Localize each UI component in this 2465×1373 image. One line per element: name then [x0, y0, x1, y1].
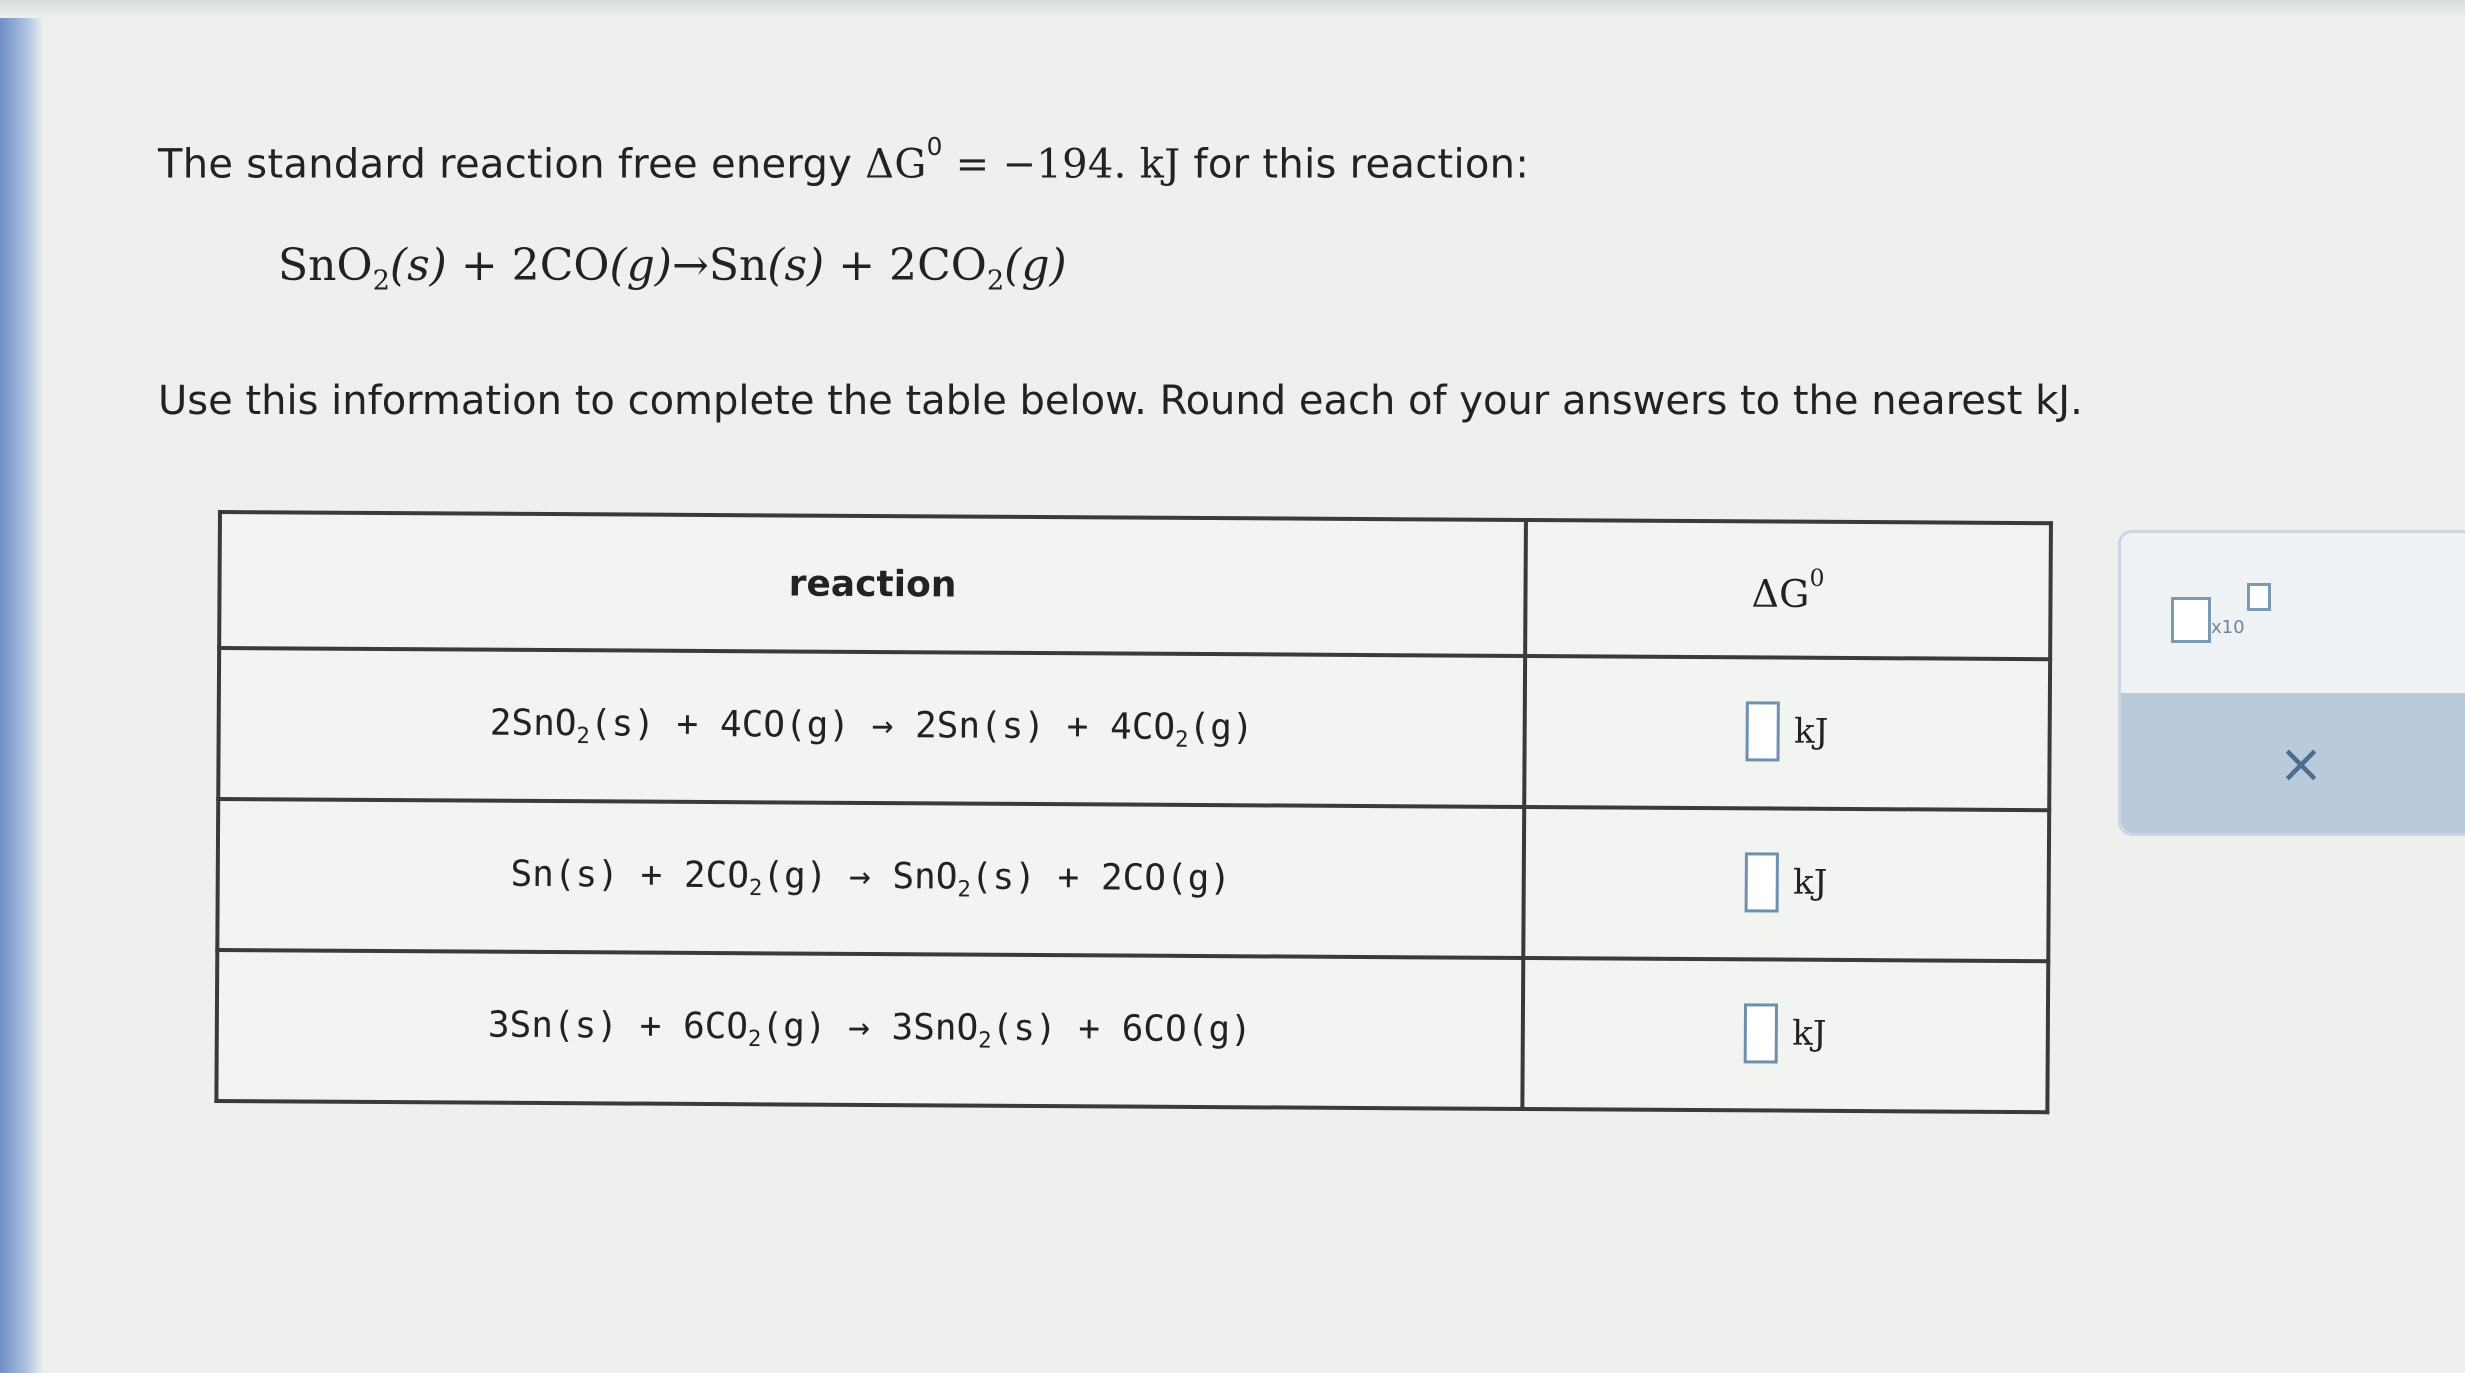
problem-statement: The standard reaction free energy $\Delta G^0 = -194$. kJ for this reaction: [158, 132, 1530, 188]
math-tool-panel [2118, 530, 2465, 836]
reaction-equation: $SnO_2(s) + 2CO(g)\to Sn(s) + 2CO_2(g)$ [278, 240, 1067, 297]
clear-button[interactable] [2121, 693, 2465, 833]
mantissa-box-icon [2171, 597, 2211, 643]
x10-label: x10 [2211, 617, 2245, 638]
unit-label: kJ [1793, 711, 1829, 752]
window-edge [0, 0, 42, 1373]
scientific-notation-button[interactable] [2171, 583, 2271, 643]
answer-input-1[interactable] [1746, 701, 1780, 761]
answer-input-3[interactable] [1744, 1003, 1778, 1063]
close-icon: × [2278, 731, 2324, 795]
table-row [217, 799, 2049, 961]
delta-g-symbol: ΔG [865, 141, 927, 188]
reaction-cell: $2SnO_2(s) + 4CO(g) \to 2Sn(s) + 4CO_2(g)$ [218, 648, 1525, 807]
delta-g-cell [1522, 958, 2048, 1112]
table-row [218, 648, 2050, 810]
delta-g-cell [1524, 656, 2050, 810]
window-top-edge [0, 0, 2465, 18]
header-reaction: reaction [219, 512, 1526, 656]
unit-label: kJ [1793, 862, 1828, 903]
reaction-cell: $3Sn(s) + 6CO_2(g) \to 3SnO_2(s) + 6CO(g)$ [216, 950, 1523, 1109]
unit-label: kJ [1792, 1013, 1827, 1054]
delta-g-cell [1523, 807, 2049, 961]
header-delta-g: $\Delta G^0$ [1525, 520, 2051, 659]
reaction-cell: $Sn(s) + 2CO_2(g) \to SnO_2(s) + 2CO(g)$ [217, 799, 1524, 958]
instruction-text: Use this information to complete the table below. Round each of your answers to the nearest kJ. [158, 378, 2083, 424]
table-header-row [219, 512, 2051, 659]
table-row [216, 950, 2048, 1112]
answer-input-2[interactable] [1745, 852, 1779, 912]
answer-table [214, 510, 2053, 1114]
exponent-box-icon [2247, 583, 2271, 611]
reaction-arrow: → [671, 240, 709, 291]
